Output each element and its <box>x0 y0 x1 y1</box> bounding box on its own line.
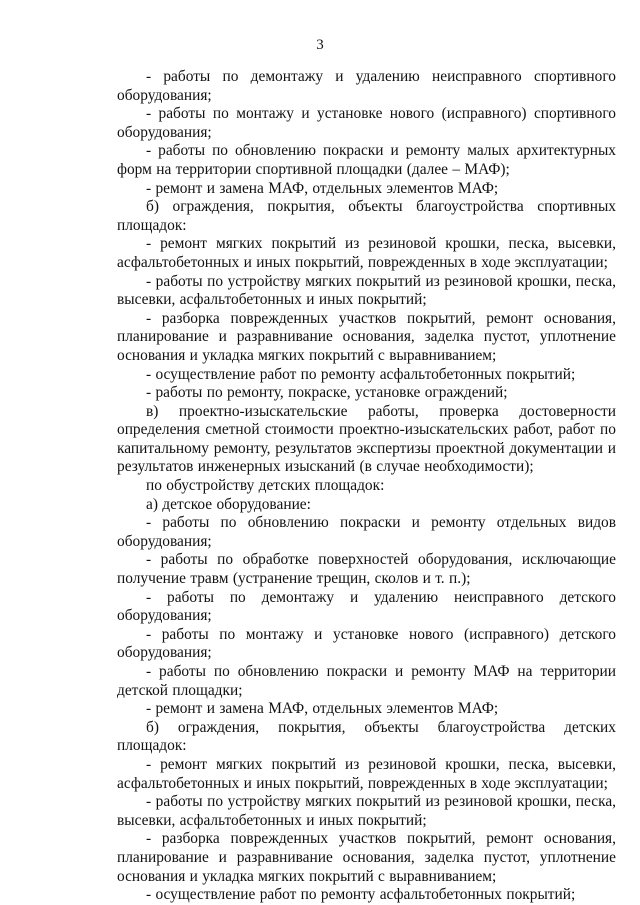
paragraph: - работы по обработке поверхностей оборудования, исключающие получение травм (устранение трещин, сколов и т. п.); <box>117 551 616 588</box>
paragraph: - разборка поврежденных участков покрытий, ремонт основания, планирование и разравнивание основания, заделка пустот, уплотнение основания и укладка мягких покрытий с выравниванием; <box>117 830 616 885</box>
paragraph: - ремонт мягких покрытий из резиновой крошки, песка, высевки, асфальтобетонных и иных покрытий, поврежденных в ходе эксплуатации; <box>117 235 616 271</box>
paragraph: - ремонт и замена МАФ, отдельных элементов МАФ; <box>146 179 499 197</box>
paragraph: - работы по обновлению покраски и ремонту отдельных видов оборудования; <box>117 514 616 550</box>
paragraph: - работы по обновлению покраски и ремонту малых архитектурных форм на территории спортивной площадки (далее – МАФ); <box>117 142 616 178</box>
paragraph: - работы по обновлению покраски и ремонту МАФ на территории детской площадки; <box>117 663 616 699</box>
paragraph: а) детское оборудование: <box>146 495 311 513</box>
paragraph: - работы по демонтажу и удалению неисправного детского оборудования; <box>117 588 616 625</box>
paragraph: - работы по монтажу и установке нового (исправного) спортивного оборудования; <box>117 105 616 141</box>
paragraph: - работы по устройству мягких покрытий из резиновой крошки, песка, высевки, асфальтобетонных и иных покрытий; <box>117 272 616 309</box>
paragraph: - работы по монтажу и установке нового (исправного) детского оборудования; <box>117 625 616 662</box>
document-body <box>117 68 616 905</box>
paragraph: - осуществление работ по ремонту асфальтобетонных покрытий; <box>146 886 576 904</box>
paragraph: б) ограждения, покрытия, объекты благоустройства детских площадок: <box>117 718 616 755</box>
paragraph: б) ограждения, покрытия, объекты благоустройства спортивных площадок: <box>117 198 616 234</box>
paragraph: - работы по ремонту, покраске, установке ограждений; <box>146 384 508 402</box>
page-number: 3 <box>316 37 324 53</box>
paragraph: - осуществление работ по ремонту асфальтобетонных покрытий; <box>146 365 576 383</box>
paragraph: - разборка поврежденных участков покрытий, ремонт основания, планирование и разравнивание основания, заделка пустот, уплотнение основания и укладка мягких покрытий с выравниванием; <box>117 309 616 364</box>
paragraph: в) проектно-изыскательские работы, проверка достоверности определения сметной стоимости проектно-изыскательских работ, работ по капитальному ремонту, результатов экспертизы проектной документации и результатов инженерных изысканий (в случае необходимости); <box>117 402 616 476</box>
paragraph: - ремонт мягких покрытий из резиновой крошки, песка, высевки, асфальтобетонных и иных покрытий, поврежденных в ходе эксплуатации; <box>117 755 616 792</box>
paragraph: - работы по устройству мягких покрытий из резиновой крошки, песка, высевки, асфальтобетонных и иных покрытий; <box>117 793 616 829</box>
paragraph: - работы по демонтажу и удалению неисправного спортивного оборудования; <box>117 68 616 104</box>
paragraph: - ремонт и замена МАФ, отдельных элементов МАФ; <box>146 700 499 718</box>
paragraph: по обустройству детских площадок: <box>146 477 385 495</box>
